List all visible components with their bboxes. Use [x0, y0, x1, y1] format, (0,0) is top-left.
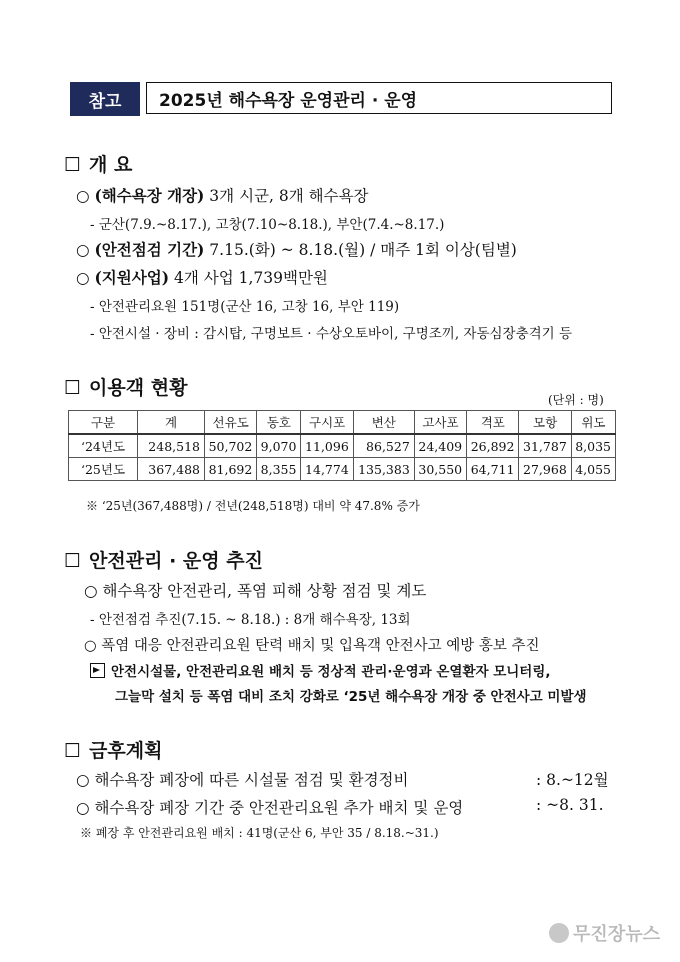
table-cell: ‘25년도: [69, 458, 138, 481]
document-title: 2025년 해수욕장 운영관리 · 운영: [146, 82, 612, 114]
watermark-text: 무진장뉴스: [573, 924, 660, 945]
table-cell: 135,383: [353, 458, 414, 481]
table-cell: 11,096: [301, 434, 353, 458]
table-header-row: [69, 411, 616, 435]
plan-item-facility: ○ 해수욕장 폐장에 따른 시설물 점검 및 환경정비: [76, 771, 409, 789]
table-unit: (단위 : 명): [548, 393, 604, 407]
circle-bullet-icon: ○: [76, 187, 90, 205]
item-label: (안전점검 기간): [94, 240, 205, 259]
plan-heading: [64, 736, 162, 763]
table-cell: 50,702: [205, 434, 257, 458]
watermark-logo-icon: [549, 923, 569, 943]
safety-result-line2: 그늘막 설치 등 폭염 대비 조치 강화로 ‘25년 해수욕장 개장 중 안전사고 미발생: [115, 689, 587, 705]
safety-heading-text: 안전관리 · 운영 추진: [89, 550, 263, 572]
overview-heading-text: 개 요: [89, 154, 133, 176]
overview-item-opening: [76, 184, 369, 206]
safety-result-line1: [90, 660, 551, 680]
plan-item-staff: ○ 해수욕장 폐장 기간 중 안전관리요원 추가 배치 및 운영: [76, 799, 464, 817]
checkbox-square-icon: ☐: [64, 377, 82, 399]
item-text: 4개 사업 1,739백만원: [169, 269, 328, 287]
item-text: 3개 시군, 8개 해수욕장: [204, 187, 369, 205]
item-text: 7.15.(화) ~ 8.18.(월) / 매주 1회 이상(팀별): [204, 241, 517, 259]
column-header: 고사포: [414, 411, 466, 435]
table-cell: 30,550: [414, 458, 466, 481]
overview-sub-staff: - 안전관리요원 151명(군산 16, 고창 16, 부안 119): [90, 299, 400, 315]
overview-sub-equipment: - 안전시설 · 장비 : 감시탑, 구명보트 · 수상오토바이, 구명조끼, 자동심장충격기 등: [90, 326, 573, 342]
reference-tag: 참고: [70, 82, 140, 116]
usage-heading-text: 이용객 현황: [89, 377, 188, 399]
item-label: (지원사업): [94, 268, 170, 287]
safety-sub-inspection: - 안전점검 추진(7.15. ~ 8.18.) : 8개 해수욕장, 13회: [90, 612, 411, 628]
overview-item-inspection: [76, 238, 517, 260]
safety-item-heatwave: ○ 폭염 대응 안전관리요원 탄력 배치 및 입욕객 안전사고 예방 홍보 추진: [84, 638, 540, 654]
safety-item-inspection: ○ 해수욕장 안전관리, 폭염 피해 상황 점검 및 계도: [84, 582, 427, 600]
table-row: [69, 434, 616, 458]
checkbox-square-icon: ☐: [64, 740, 82, 762]
arrow-box-icon: [90, 663, 105, 678]
table-cell: 4,055: [571, 458, 615, 481]
column-header: 격포: [467, 411, 519, 435]
overview-heading: [64, 150, 132, 177]
plan-note: ※ 폐장 후 안전관리요원 배치 : 41명(군산 6, 부안 35 / 8.18.~31.): [80, 826, 439, 840]
overview-item-support: [76, 266, 328, 288]
table-cell: 24,409: [414, 434, 466, 458]
table-row: [69, 458, 616, 481]
table-cell: 8,355: [257, 458, 301, 481]
checkbox-square-icon: ☐: [64, 550, 82, 572]
table-cell: 27,968: [519, 458, 571, 481]
table-cell: 248,518: [138, 434, 205, 458]
checkbox-square-icon: ☐: [64, 154, 82, 176]
watermark: [549, 920, 660, 946]
table-cell: 14,774: [301, 458, 353, 481]
column-header: 선유도: [205, 411, 257, 435]
table-cell: 81,692: [205, 458, 257, 481]
item-label: (해수욕장 개장): [94, 186, 205, 205]
overview-sub-dates: - 군산(7.9.~8.17.), 고창(7.10~8.18.), 부안(7.4.~8.17.): [90, 217, 445, 233]
table-cell: 26,892: [467, 434, 519, 458]
circle-bullet-icon: ○: [76, 269, 90, 287]
plan-heading-text: 금후계획: [89, 740, 163, 762]
circle-bullet-icon: ○: [76, 241, 90, 259]
table-cell: 8,035: [571, 434, 615, 458]
column-header: 위도: [571, 411, 615, 435]
usage-table: [68, 410, 616, 481]
table-cell: 367,488: [138, 458, 205, 481]
table-cell: 86,527: [353, 434, 414, 458]
table-cell: 64,711: [467, 458, 519, 481]
column-header: 변산: [353, 411, 414, 435]
plan-item-staff-period: : ~8. 31.: [536, 796, 604, 814]
column-header: 계: [138, 411, 205, 435]
usage-heading: [64, 373, 187, 400]
plan-item-facility-period: : 8.~12월: [536, 771, 609, 789]
column-header: 구시포: [301, 411, 353, 435]
table-cell: 9,070: [257, 434, 301, 458]
usage-note: ※ ‘25년(367,488명) / 전년(248,518명) 대비 약 47.8% 증가: [86, 499, 420, 513]
result-text: 안전시설물, 안전관리요원 배치 등 정상적 관리·운영과 온열환자 모니터링,: [111, 664, 551, 680]
table-cell: 31,787: [519, 434, 571, 458]
column-header: 모항: [519, 411, 571, 435]
column-header: 동호: [257, 411, 301, 435]
safety-heading: [64, 546, 263, 573]
column-header: 구분: [69, 411, 138, 435]
table-cell: ‘24년도: [69, 434, 138, 458]
